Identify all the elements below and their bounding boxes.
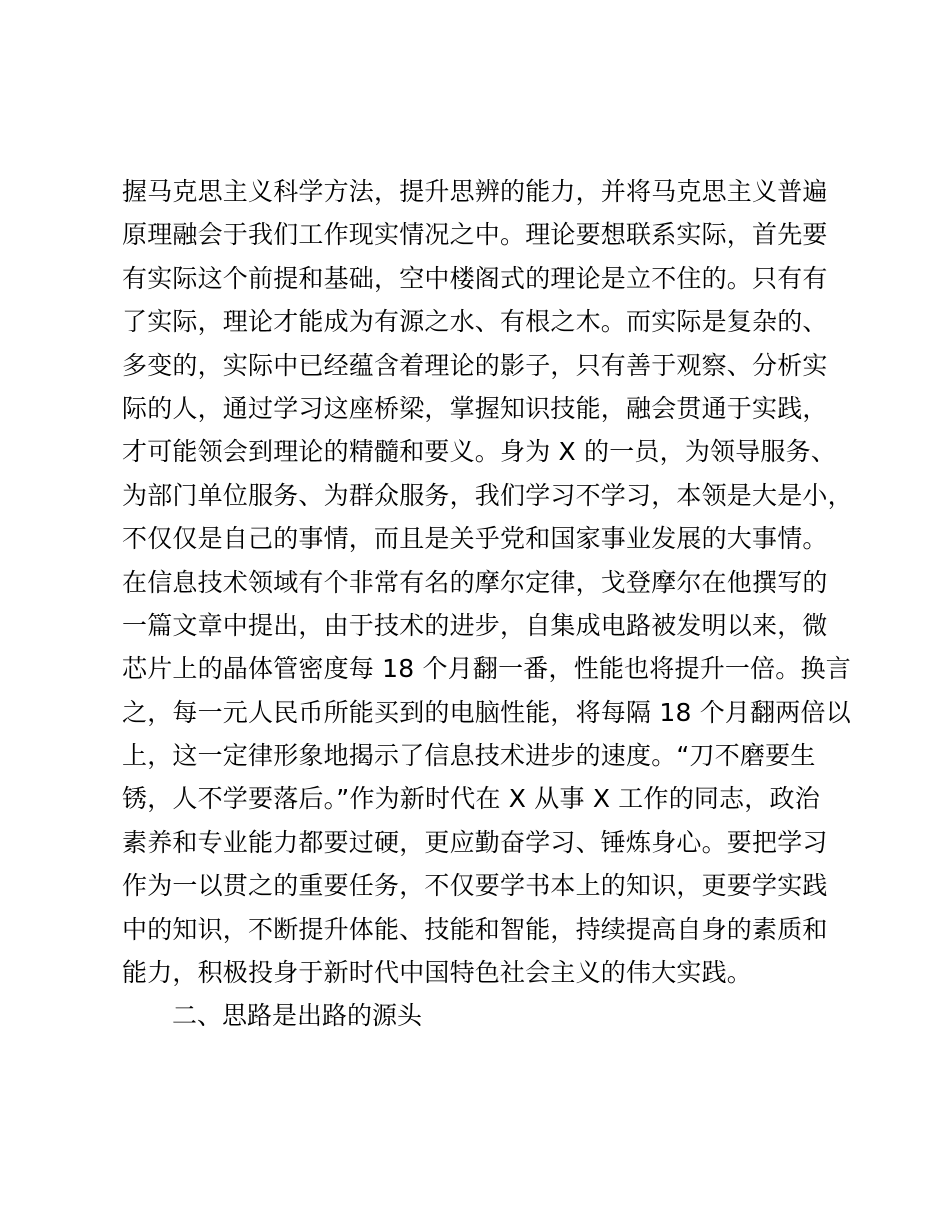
paragraph-line: 握马克思主义科学方法，提升思辨的能力，并将马克思主义普遍 xyxy=(122,177,828,206)
paragraph-line: 不仅仅是自己的事情，而且是关乎党和国家事业发展的大事情。 xyxy=(122,524,828,554)
paragraph-line: 能力，积极投身于新时代中国特色社会主义的伟大实践。 xyxy=(122,958,753,988)
paragraph-line: 作为一以贯之的重要任务，不仅要学书本上的知识，更要学实践 xyxy=(122,871,828,901)
paragraph-line: 才可能领会到理论的精髓和要义。身为 X 的一员，为领导服务、 xyxy=(122,437,837,467)
paragraph-line: 为部门单位服务、为群众服务，我们学习不学习，本领是大是小， xyxy=(122,480,853,510)
paragraph-line: 芯片上的晶体管密度每 18 个月翻一番，性能也将提升一倍。换言 xyxy=(122,654,851,684)
section-heading: 二、思路是出路的源头 xyxy=(172,1001,423,1031)
body-text xyxy=(122,170,853,1038)
paragraph-line: 中的知识，不断提升体能、技能和智能，持续提高自身的素质和 xyxy=(122,914,828,944)
paragraph-line: 上，这一定律形象地揭示了信息技术进步的速度。“刀不磨要生 xyxy=(122,741,816,771)
paragraph-line: 锈，人不学要落后。”作为新时代在 X 从事 X 工作的同志，政治 xyxy=(122,784,820,814)
paragraph-line: 多变的，实际中已经蕴含着理论的影子，只有善于观察、分析实 xyxy=(122,350,828,380)
paragraph-line: 在信息技术领域有个非常有名的摩尔定律，戈登摩尔在他撰写的 xyxy=(122,567,828,597)
paragraph-line: 了实际，理论才能成为有源之水、有根之木。而实际是复杂的、 xyxy=(122,307,828,337)
paragraph-line: 际的人，通过学习这座桥梁，掌握知识技能，融会贯通于实践， xyxy=(122,393,828,423)
paragraph-line: 原理融会于我们工作现实情况之中。理论要想联系实际，首先要 xyxy=(122,220,828,250)
paragraph-line: 之，每一元人民币所能买到的电脑性能，将每隔 18 个月翻两倍以 xyxy=(122,697,851,727)
paragraph-line: 一篇文章中提出，由于技术的进步，自集成电路被发明以来，微 xyxy=(122,610,828,640)
paragraph-line: 有实际这个前提和基础，空中楼阁式的理论是立不住的。只有有 xyxy=(122,263,828,293)
paragraph-line: 素养和专业能力都要过硬，更应勤奋学习、锤炼身心。要把学习 xyxy=(122,827,828,857)
